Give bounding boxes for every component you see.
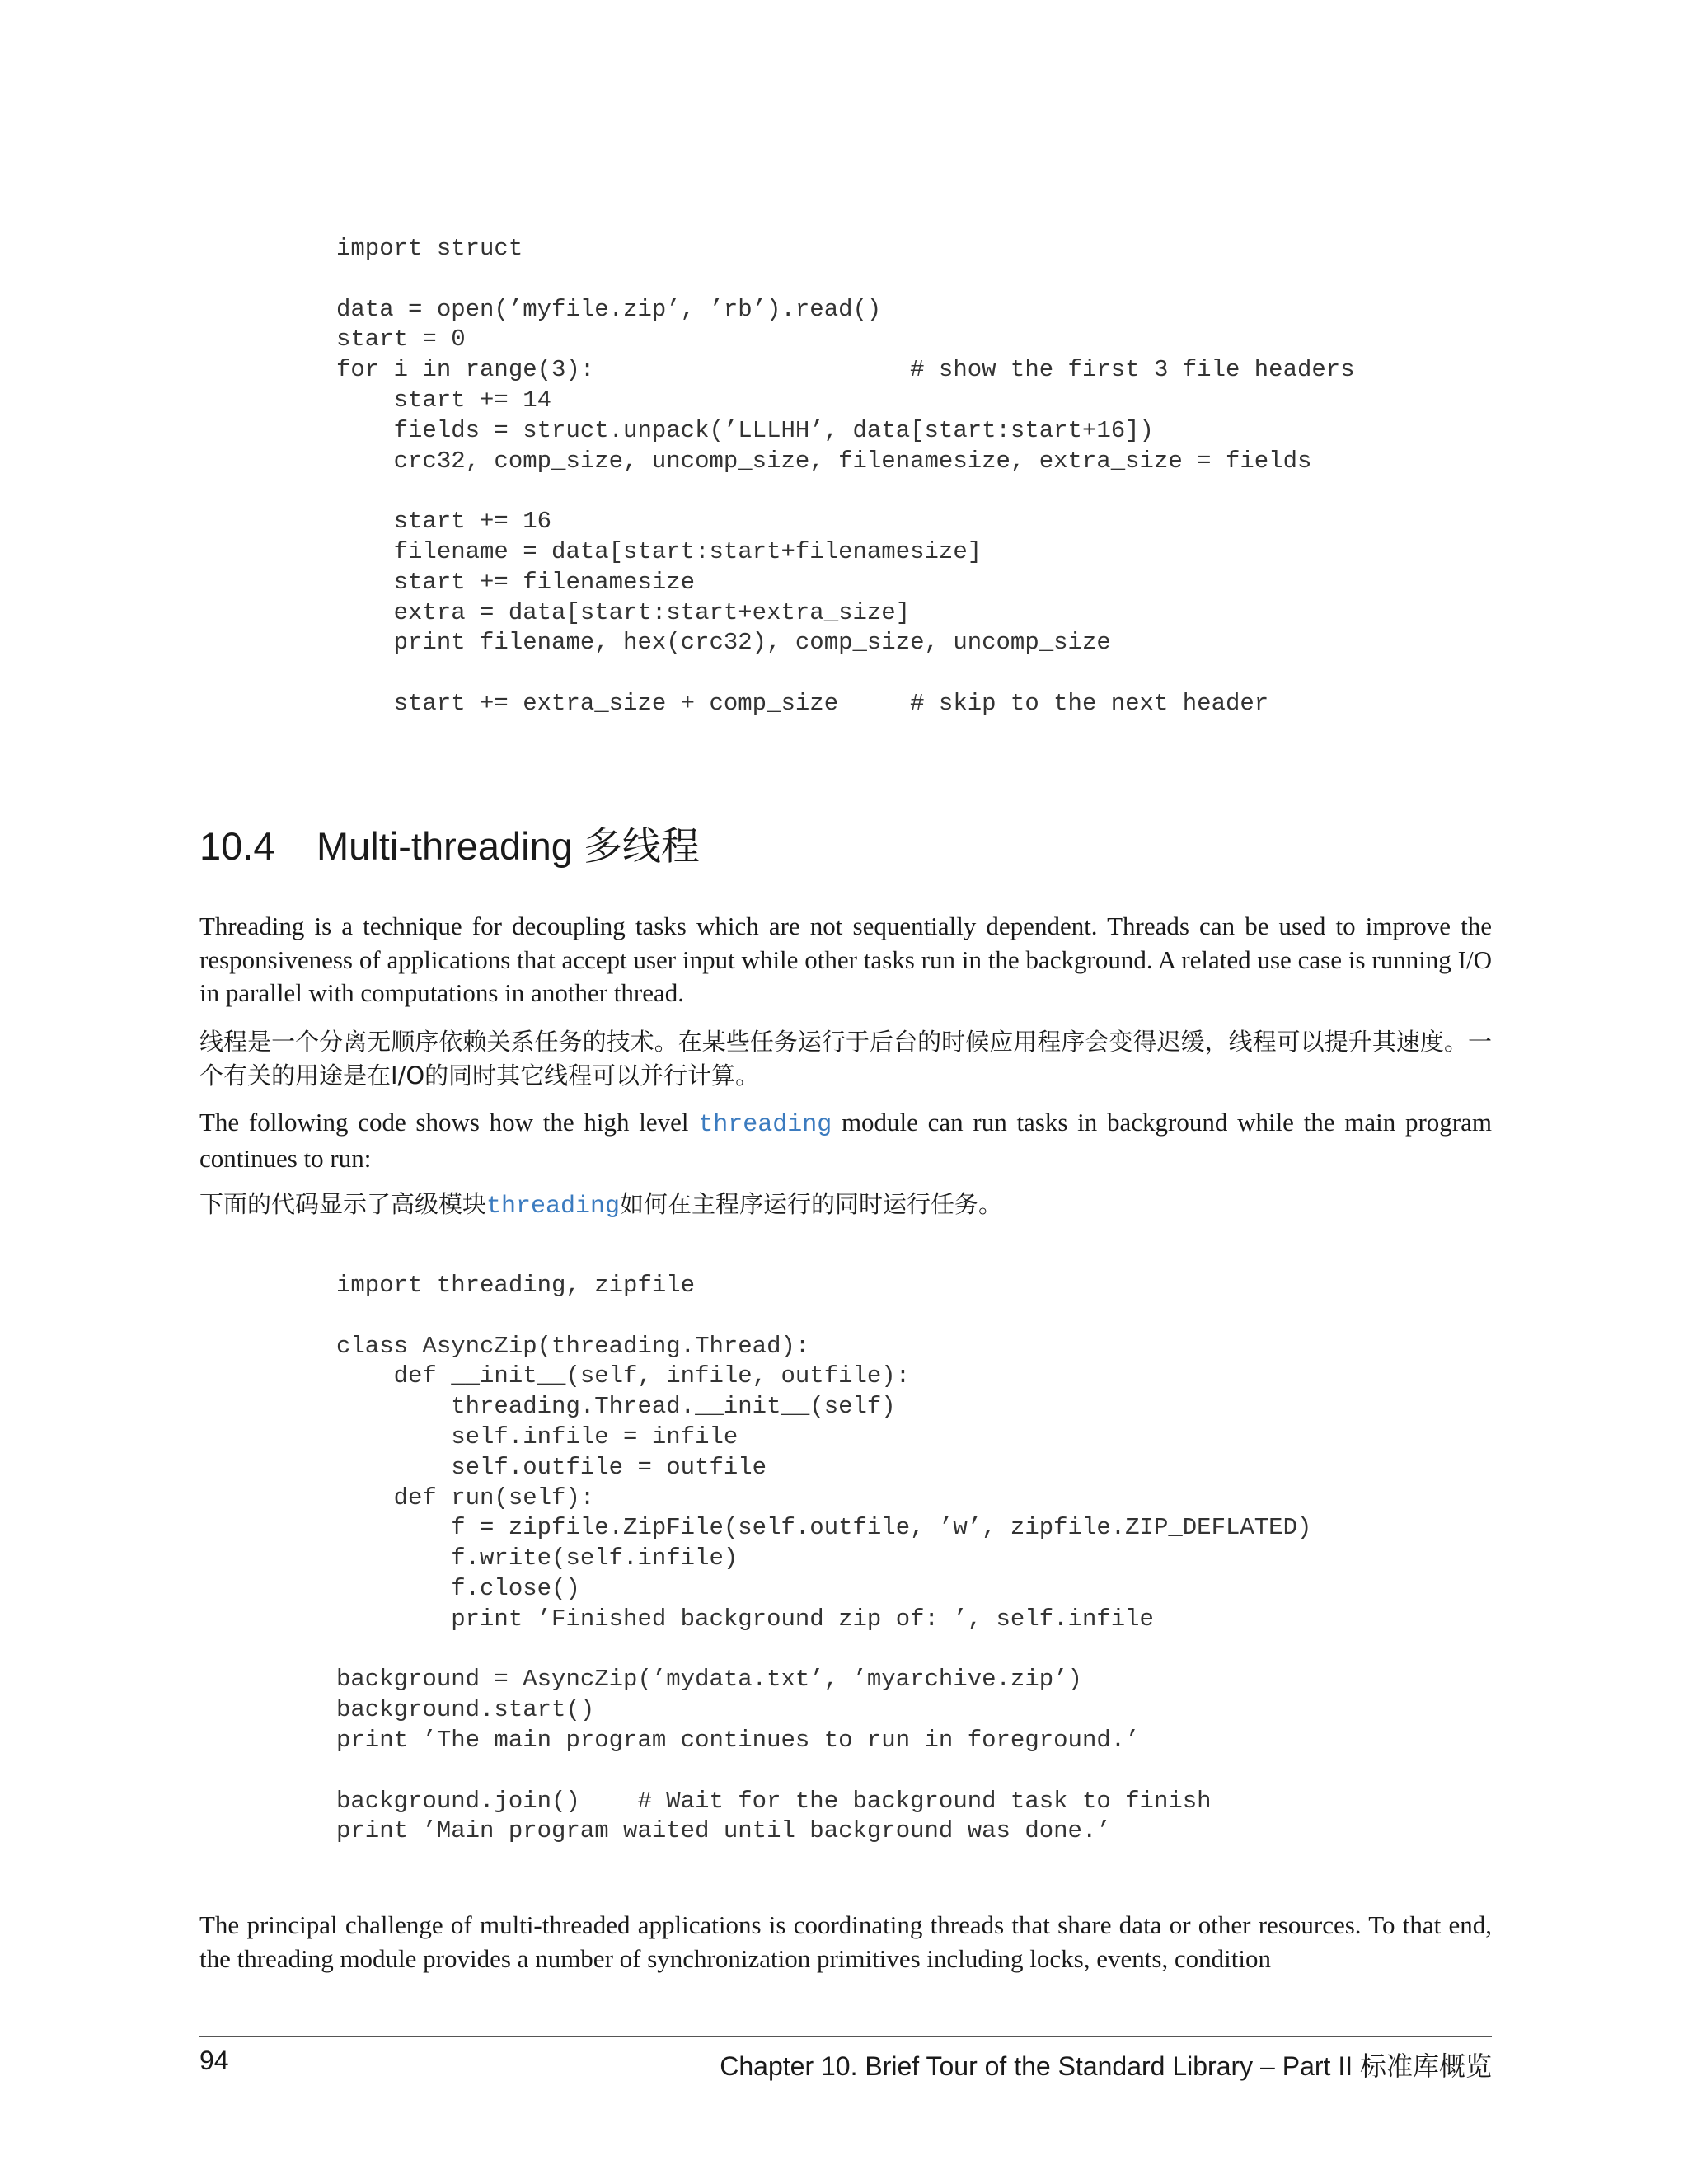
section-title: Multi-threading 多线程 xyxy=(316,824,700,868)
paragraph-text: 如何在主程序运行的同时运行任务。 xyxy=(620,1190,1003,1218)
section-heading xyxy=(199,816,700,871)
paragraph-synchronization: The principal challenge of multi-threaded applications is coordinating threads that share data or other resources. To that end, the threading module provides a number of synchronization primitives including locks, events, condition xyxy=(199,1910,1492,1973)
threading-module-link[interactable]: threading xyxy=(698,1111,832,1139)
code-block-struct: import struct data = open(’myfile.zip’, ’rb’).read() start = 0 for i in range(3): # show the first 3 file headers start += 14 fields = struct.unpack(’LLLHH’, data[start:start+16]) crc32, comp_size, uncomp_size, filenamesize, extra_size = fields start += 16 filename = data[start:start+filenamesize] start += filenamesize extra = data[start:start+extra_size] print filename, hex(crc32), comp_size, uncomp_size start += extra_size + comp_size # skip to the next header xyxy=(336,235,1355,717)
paragraph-text: The following code shows how the high level xyxy=(199,1108,699,1137)
paragraph-threading-intro: Threading is a technique for decoupling tasks which are not sequentially dependent. Threads can be used to improve the responsiveness of applications that accept user input while other tasks run in the background. A related use case is running I/O in parallel with computations in another thread. xyxy=(199,912,1492,1007)
paragraph-threading-intro-zh: 线程是一个分离无顺序依赖关系任务的技术。在某些任务运行于后台的时候应用程序会变得迟缓，线程可以提升其速度。一个有关的用途是在I/O的同时其它线程可以并行计算。 xyxy=(199,1028,1492,1090)
footer-rule xyxy=(199,2036,1492,2037)
code-block-asynczip: import threading, zipfile class AsyncZip(threading.Thread): def __init__(self, infile, outfile): threading.Thread.__init__(self) self.infile = infile self.outfile = outfile def run(self): f = zipfile.ZipFile(self.outfile, ’w’, zipfile.ZIP_DEFLATED) f.write(self.infile) f.close() print ’Finished background zip of: ’, self.infile background = AsyncZip(’mydata.txt’, ’myarchive.zip’) background.start() print ’The main program continues to run in foreground.’ background.join() # Wait for the background task to finish print ’Main program waited until background was done.’ xyxy=(336,1272,1312,1845)
page-number: 94 xyxy=(199,2046,229,2075)
threading-module-link-zh[interactable]: threading xyxy=(486,1193,621,1221)
paragraph-text: module can run tasks in background while the main program continues to run: xyxy=(199,1108,1492,1173)
paragraph-threading-example xyxy=(199,1106,1492,1175)
paragraph-threading-example-zh xyxy=(199,1188,1492,1224)
section-number: 10.4 xyxy=(199,824,275,868)
footer-chapter-title: Chapter 10. Brief Tour of the Standard Library – Part II 标准库概览 xyxy=(720,2051,1492,2081)
paragraph-text: 下面的代码显示了高级模块 xyxy=(199,1190,487,1218)
